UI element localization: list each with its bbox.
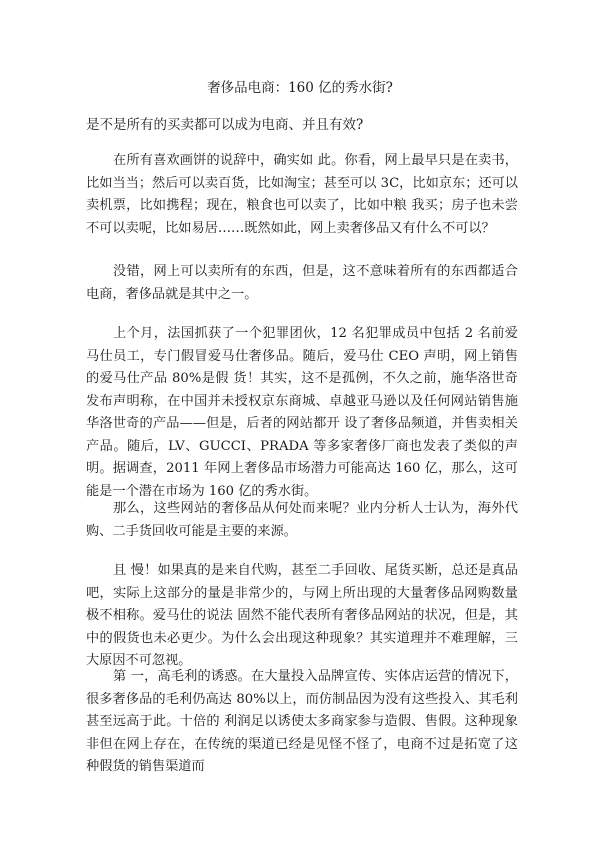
paragraph-5: 且 慢！如果真的是来自代购，甚至二手回收、尾货买断，总还是真品吧，实际上这部分的量是非常少的，与网上所出现的大量奢侈品网购数量极不相称。爱马仕的说法 固然不能代表所有奢侈品网站的状况，但是，其中的假货也未必更少。为什么会出现这种现象？其实道理并不难理解，三大原因不可忽视。 bbox=[86, 563, 518, 668]
paragraph-1: 在所有喜欢画饼的说辞中，确实如 此。你看，网上最早只是在卖书，比如当当；然后可以卖百货，比如淘宝；甚至可以 3C，比如京东；还可以卖机票，比如携程；现在，粮食也可以卖了，比如中粮 我买；房子也未尝不可以卖呢，比如易居……既然如此，网上卖奢侈品又有什么不可以？ bbox=[86, 153, 518, 236]
document-subtitle: 是不是所有的买卖都可以成为电商、并且有效? bbox=[86, 117, 364, 133]
paragraph-6: 第 一，高毛利的诱惑。在大量投入品牌宣传、实体店运营的情况下，很多奢侈品的毛利仍高达 80%以上，而仿制品因为没有这些投入、其毛利甚至远高于此。十倍的 利润足以诱使太多商家参与造假、售假。这种现象非但在网上存在，在传统的渠道已经是见怪不怪了，电商不过是拓宽了这种假货的销售渠道而 bbox=[86, 669, 518, 774]
paragraph-3: 上个月，法国抓获了一个犯罪团伙，12 名犯罪成员中包括 2 名前爱马仕员工，专门假冒爱马仕奢侈品。随后，爱马仕 CEO 声明，网上销售的爱马仕产品 80%是假 货！其实，这不是孤例，不久之前，施华洛世奇发布声明称，在中国并未授权京东商城、卓越亚马逊以及任何网站销售施华洛世奇的产品——但是，后者的网站都开 设了奢侈品频道，并售卖相关产品。随后，LV、GUCCI、PRADA 等多家奢侈厂商也发表了类似的声明。据调查，2011 年网上奢侈品市场潜力可能高达 160 亿，那么，这可能是一个潜在市场为 160 亿的秀水街。 bbox=[86, 326, 518, 499]
document-title: 奢侈品电商：160 亿的秀水街? bbox=[207, 80, 393, 96]
paragraph-4: 那么，这些网站的奢侈品从何处而来呢？业内分析人士认为，海外代购、二手货回收可能是主要的来源。 bbox=[86, 501, 518, 539]
paragraph-2: 没错，网上可以卖所有的东西，但是，这不意味着所有的东西都适合电商，奢侈品就是其中之一。 bbox=[86, 264, 518, 302]
